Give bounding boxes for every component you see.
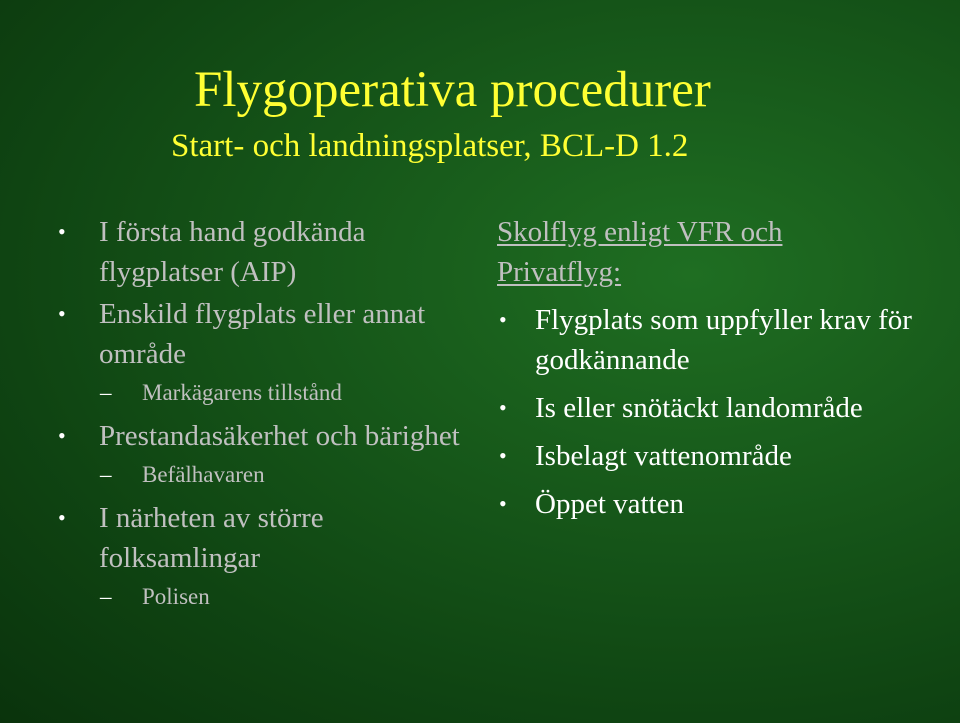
slide-title: Flygoperativa procedurer (194, 62, 711, 118)
left-bullet-3 (52, 416, 472, 456)
bullet-icon: • (499, 491, 507, 516)
left-subitem-2-text: Befälhavaren (142, 462, 265, 487)
right-column (497, 212, 942, 524)
dash-icon: – (100, 462, 112, 487)
right-heading-line-1: Skolflyg enligt VFR och (497, 216, 783, 248)
left-bullet-2 (52, 294, 472, 374)
bullet-icon: • (499, 307, 507, 332)
left-subitem-3-text: Polisen (142, 584, 210, 609)
right-bullet-2 (497, 388, 942, 428)
right-bullet-4-text: Öppet vatten (535, 488, 684, 520)
bullet-icon: • (499, 395, 507, 420)
left-subitem-1 (52, 376, 472, 410)
left-bullet-1-text: I första hand godkända flygplatser (AIP) (99, 216, 366, 288)
left-bullet-2-text: Enskild flygplats eller annat område (99, 298, 426, 370)
right-bullet-1-text: Flygplats som uppfyller krav för godkännande (535, 304, 912, 376)
bullet-icon: • (58, 423, 66, 448)
left-column (52, 212, 472, 620)
left-subitem-1-text: Markägarens tillstånd (142, 380, 342, 405)
right-bullet-1 (497, 300, 942, 380)
dash-icon: – (100, 380, 112, 405)
right-heading-line-2: Privatflyg: (497, 256, 622, 288)
right-bullet-3 (497, 436, 942, 476)
right-bullet-2-text: Is eller snötäckt landområde (535, 392, 863, 424)
dash-icon: – (100, 584, 112, 609)
bullet-icon: • (58, 301, 66, 326)
right-bullet-4 (497, 484, 942, 524)
bullet-icon: • (58, 505, 66, 530)
left-bullet-3-text: Prestandasäkerhet och bärighet (99, 420, 460, 452)
left-subitem-3 (52, 580, 472, 614)
left-bullet-4-text: I närheten av större folksamlingar (99, 502, 324, 574)
bullet-icon: • (499, 443, 507, 468)
right-bullet-3-text: Isbelagt vattenområde (535, 440, 792, 472)
left-bullet-1 (52, 212, 472, 292)
left-subitem-2 (52, 458, 472, 492)
bullet-icon: • (58, 219, 66, 244)
slide-subtitle: Start- och landningsplatser, BCL-D 1.2 (171, 128, 689, 164)
left-bullet-4 (52, 498, 472, 578)
right-bullet-list (497, 300, 942, 524)
